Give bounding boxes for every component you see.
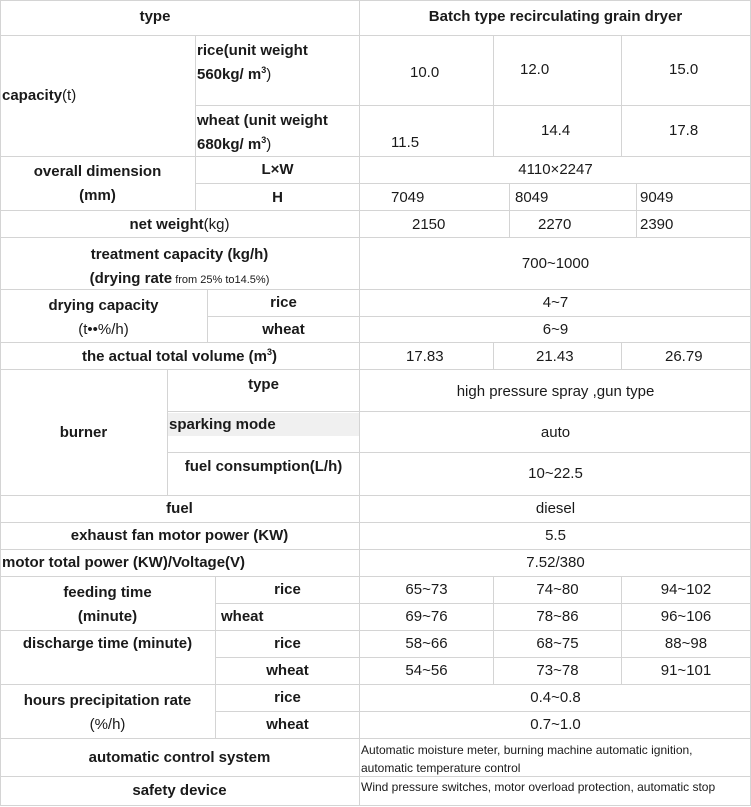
burner-spark-value: auto bbox=[540, 424, 571, 441]
volume-value-2: 21.43 bbox=[536, 348, 574, 365]
control-value: Automatic moisture meter, burning machine automatic ignition, automatic temperature control bbox=[361, 743, 693, 775]
drying-capacity-rice-value: 4~7 bbox=[542, 294, 569, 311]
precip-wheat-value: 0.7~1.0 bbox=[530, 716, 581, 733]
net-weight-value-3: 2390 bbox=[640, 216, 674, 233]
capacity-rice-label: rice(unit weight 560kg/ $m^3$) bbox=[197, 42, 308, 83]
burner-label: burner bbox=[59, 424, 108, 441]
treatment-value: 700~1000 bbox=[521, 255, 590, 272]
feeding-wheat-value-2: 78~86 bbox=[536, 608, 579, 625]
precip-rice-value: 0.4~0.8 bbox=[530, 689, 581, 706]
control-label: automatic control system bbox=[88, 749, 271, 766]
dimension-h-value-3: 9049 bbox=[640, 189, 674, 206]
feeding-rice-value-3: 94~102 bbox=[660, 581, 712, 598]
discharge-wheat-value-1: 54~56 bbox=[405, 662, 448, 679]
feeding-rice-value-1: 65~73 bbox=[405, 581, 448, 598]
burner-type-value: high pressure spray ,gun type bbox=[456, 383, 655, 400]
capacity-wheat-label: wheat (unit weight 680kg/ $m^3$) bbox=[197, 112, 328, 153]
feeding-wheat-value-1: 69~76 bbox=[405, 608, 448, 625]
dimension-label: overall dimension (mm) bbox=[33, 163, 162, 204]
burner-fuel-consumption-value: 10~22.5 bbox=[528, 465, 583, 482]
motor-label: motor total power (KW)/Voltage(V) bbox=[2, 554, 246, 571]
capacity-rice-value-2: 12.0 bbox=[520, 61, 550, 78]
burner-type-label: type bbox=[248, 376, 279, 393]
safety-value: Wind pressure switches, motor overload protection, automatic stop bbox=[361, 780, 716, 794]
safety-label: safety device bbox=[132, 782, 227, 799]
discharge-label: discharge time (minute) bbox=[22, 635, 193, 652]
burner-fuel-consumption-label: fuel consumption(L/h) bbox=[184, 458, 343, 475]
capacity-label: capacity(t) bbox=[2, 87, 77, 104]
dimension-h-value-2: 8049 bbox=[515, 189, 549, 206]
net-weight-value-2: 2270 bbox=[538, 216, 572, 233]
volume-value-3: 26.79 bbox=[665, 348, 703, 365]
discharge-wheat-value-3: 91~101 bbox=[660, 662, 712, 679]
fuel-label: fuel bbox=[166, 500, 193, 517]
dimension-lw-label: L×W bbox=[261, 161, 294, 178]
capacity-rice-value-3: 15.0 bbox=[669, 61, 699, 78]
feeding-rice-label: rice bbox=[274, 581, 301, 598]
type-label: type bbox=[139, 8, 171, 25]
discharge-wheat-label: wheat bbox=[266, 662, 309, 679]
volume-label: the actual total volume $(m^3)$ bbox=[81, 347, 278, 365]
dimension-h-label: H bbox=[272, 189, 283, 206]
exhaust-value: 5.5 bbox=[545, 527, 566, 544]
capacity-wheat-value-2: 14.4 bbox=[541, 122, 571, 139]
treatment-label: treatment capacity (kg/h) (drying rate from 25% to14.5%) bbox=[89, 246, 270, 287]
dimension-h-value-1: 7049 bbox=[391, 189, 425, 206]
feeding-rice-value-2: 74~80 bbox=[536, 581, 579, 598]
feeding-wheat-value-3: 96~106 bbox=[660, 608, 712, 625]
fuel-value: diesel bbox=[535, 500, 576, 517]
net-weight-label: net weight(kg) bbox=[129, 216, 230, 233]
net-weight-value-1: 2150 bbox=[412, 216, 446, 233]
capacity-wheat-value-1: 11.5 bbox=[391, 134, 420, 151]
drying-capacity-wheat-label: wheat bbox=[262, 321, 305, 338]
discharge-rice-value-1: 58~66 bbox=[405, 635, 448, 652]
burner-spark-label: sparking mode bbox=[168, 413, 359, 436]
dimension-lw-value: 4110×2247 bbox=[518, 161, 593, 178]
discharge-rice-label: rice bbox=[274, 635, 301, 652]
type-value: Batch type recirculating grain dryer bbox=[428, 8, 683, 25]
feeding-wheat-label: wheat bbox=[221, 608, 264, 625]
drying-capacity-wheat-value: 6~9 bbox=[542, 321, 569, 338]
precip-wheat-label: wheat bbox=[266, 716, 309, 733]
discharge-wheat-value-2: 73~78 bbox=[536, 662, 579, 679]
exhaust-label: exhaust fan motor power (KW) bbox=[70, 527, 289, 544]
volume-value-1: 17.83 bbox=[406, 348, 444, 365]
capacity-rice-value-1: 10.0 bbox=[410, 64, 440, 81]
discharge-rice-value-3: 88~98 bbox=[664, 635, 708, 652]
capacity-wheat-value-3: 17.8 bbox=[669, 122, 699, 139]
drying-capacity-label: drying capacity (t••%/h) bbox=[48, 297, 159, 338]
discharge-rice-value-2: 68~75 bbox=[536, 635, 579, 652]
feeding-label: feeding time (minute) bbox=[63, 584, 152, 625]
drying-capacity-rice-label: rice bbox=[270, 294, 297, 311]
precip-label: hours precipitation rate (%/h) bbox=[23, 692, 192, 733]
motor-value: 7.52/380 bbox=[526, 554, 585, 571]
precip-rice-label: rice bbox=[274, 689, 301, 706]
